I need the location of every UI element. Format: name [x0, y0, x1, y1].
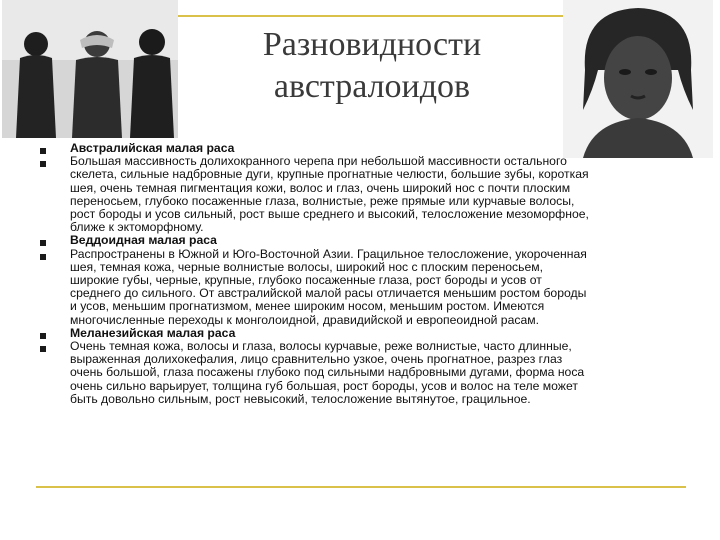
bottom-divider: [36, 486, 686, 488]
bullet-square-icon: [40, 346, 46, 352]
bullet-square-icon: [40, 148, 46, 154]
list-item: [40, 340, 712, 406]
list-item: [40, 234, 712, 247]
melanesian-race-description: Очень темная кожа, волосы и глаза, волосы курчавые, реже волнистые, часто длинные, выраженная долихокефалия, лицо сравнительно узкое, очень прогнатное, разрез глаз очень большой, глаза посажены глубоко под сильными надбровными дугами, форма носа очень сильно варьирует, толщина губ большая, рост бороды, усов и волос на теле может быть довольно сильным, рост невысокий, телосложение вытянутое, грацильное.: [70, 339, 585, 406]
australian-race-heading: Австралийская малая раса: [70, 141, 235, 155]
title-line-1: Разновидности: [262, 26, 482, 63]
group-photo: [2, 0, 178, 138]
slide-title: [200, 24, 544, 108]
veddoid-race-heading: Веддоидная малая раса: [70, 233, 217, 248]
bullet-square-icon: [40, 254, 46, 260]
list-item: [40, 248, 712, 327]
title-line-2: австралоидов: [273, 68, 471, 105]
list-item: [40, 155, 712, 234]
portrait-photo: [563, 0, 713, 158]
bullet-list: [40, 142, 712, 406]
melanesian-race-heading: Меланезийская малая раса: [70, 325, 236, 340]
veddoid-race-description: Распространены в Южной и Юго-Восточной Азии. Грацильное телосложение, укороченная шея, темная кожа, черные волнистые волосы, широкий нос с плоским переносьем, широкие губы, черные, крупные, глубоко посаженные глаза, рост бороды и усов от среднего до сильного. От австралийской малой расы отличается меньшим ростом бороды и усов, меньшим прогнатизмом, менее широким носом, меньшим ростом. Имеются многочисленные переходы к монголоидной, дравидийской и европеоидной расам.: [70, 246, 587, 327]
bullet-square-icon: [40, 240, 46, 246]
bullet-square-icon: [40, 161, 46, 167]
australian-race-description: Большая массивность долихокранного черепа при небольшой массивности остального скелета, сильные надбровные дуги, крупные прогнатные челюсти, большие зубы, короткая шея, очень темная пигментация кожи, волос и глаз, очень широкий нос с почти плоским переносьем, глубоко посаженные глаза, волнистые, реже прямые или курчавые волосы, рост бороды и усов сильный, рост выше среднего и высокий, телосложение мезоморфное, ближе к эктоморфному.: [70, 154, 589, 235]
bullet-square-icon: [40, 333, 46, 339]
